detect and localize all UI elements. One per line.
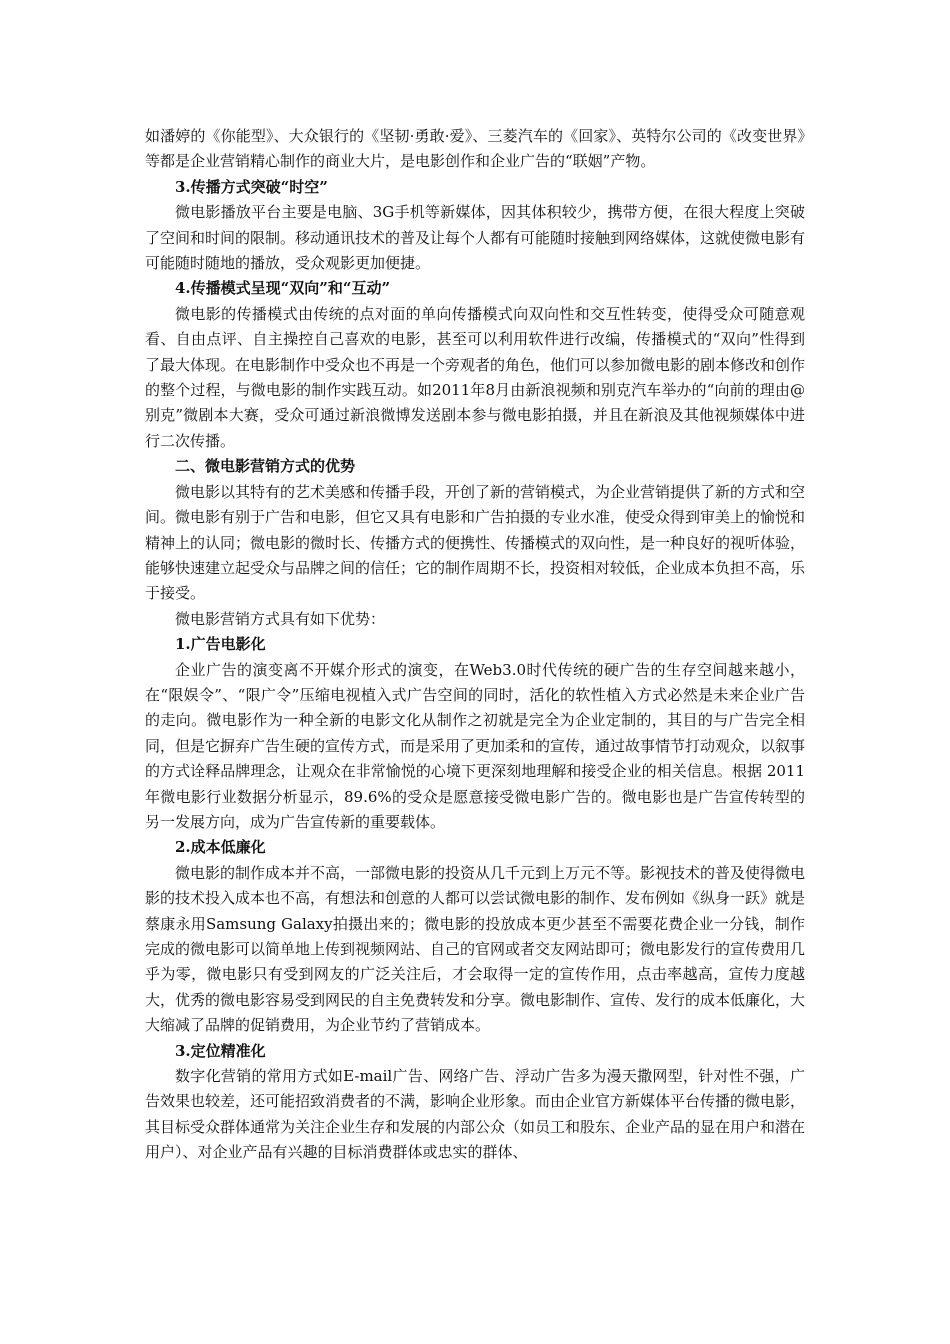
- section-heading: 1.广告电影化: [175, 635, 266, 654]
- body-paragraph: 微电影的传播模式由传统的点对面的单向传播模式向双向性和交互性转变，使得受众可随意观看、自由点评、自主操控自己喜欢的电影，甚至可以利用软件进行改编，传播模式的“双向”性得到了最大体现。在电影制作中受众也不再是一个旁观者的角色，他们可以参加微电影的剧本修改和创作的整个过程，与微电影的制作实践互动。如2011年8月由新浪视频和别克汽车举办的“向前的理由@别克”微剧本大赛，受众可通过新浪微博发送剧本参与微电影拍摄，并且在新浪及其他视频媒体中进行二次传播。: [145, 304, 806, 450]
- body-paragraph: 微电影的制作成本并不高，一部微电影的投资从几千元到上万元不等。影视技术的普及使得微电影的技术投入成本也不高，有想法和创意的人都可以尝试微电影的制作、发布例如《纵身一跃》就是蔡康永用Samsung Galaxy拍摄出来的；微电影的投放成本更少甚至不需要花费企业一分钱，制作完成的微电影可以简单地上传到视频网站、自己的官网或者交友网站即可；微电影发行的宣传费用几乎为零，微电影只有受到网友的广泛关注后，才会取得一定的宣传作用，点击率越高，宣传力度越大，优秀的微电影容易受到网民的自主免费转发和分享。微电影制作、宣传、发行的成本低廉化，大大缩减了品牌的促销费用，为企业节约了营销成本。: [145, 863, 806, 1035]
- section-heading: 3.传播方式突破“时空”: [175, 177, 328, 196]
- body-paragraph: 微电影营销方式具有如下优势：: [175, 609, 386, 628]
- body-paragraph: 微电影以其特有的艺术美感和传播手段，开创了新的营销模式，为企业营销提供了新的方式和空间。微电影有别于广告和电影，但它又具有电影和广告拍摄的专业水准，使受众得到审美上的愉悦和精神上的认同；微电影的微时长、传播方式的便携性、传播模式的双向性，是一种良好的视听体验，能够快速建立起受众与品牌之间的信任；它的制作周期不长，投资相对较低，企业成本负担不高，乐于接受。: [145, 482, 806, 603]
- section-heading: 二、微电影营销方式的优势: [175, 457, 356, 476]
- body-paragraph: 如潘婷的《你能型》、大众银行的《坚韧·勇敢·爱》、三菱汽车的《回家》、英特尔公司的《改变世界》等都是企业营销精心制作的商业大片，是电影创作和企业广告的“联姻”产物。: [145, 127, 805, 171]
- body-paragraph: 数字化营销的常用方式如E-mail广告、网络广告、浮动广告多为漫天撒网型，针对性不强，广告效果也较差，还可能招致消费者的不满，影响企业形象。而由企业官方新媒体平台传播的微电影，其目标受众群体通常为关注企业生存和发展的内部公众（如员工和股东、企业产品的显在用户和潜在用户）、对企业产品有兴趣的目标消费群体或忠实的群体、: [145, 1067, 806, 1162]
- section-heading: 2.成本低廉化: [175, 838, 266, 857]
- section-heading: 4.传播模式呈现“双向”和“互动”: [175, 279, 391, 298]
- document-body: [145, 124, 805, 1166]
- body-paragraph: 微电影播放平台主要是电脑、3G手机等新媒体，因其体积较少，携带方便，在很大程度上突破了空间和时间的限制。移动通讯技术的普及让每个人都有可能随时接触到网络媒体，这就使微电影有可能随时随地的播放，受众观影更加便捷。: [145, 203, 806, 273]
- section-heading: 3.定位精准化: [175, 1041, 266, 1060]
- body-paragraph: 企业广告的演变离不开媒介形式的演变，在Web3.0时代传统的硬广告的生存空间越来越小，在“限娱令”、“限广令”压缩电视植入式广告空间的同时，活化的软性植入方式必然是未来企业广告的走向。微电影作为一种全新的电影文化从制作之初就是完全为企业定制的，其目的与广告完全相同，但是它摒弃广告生硬的宣传方式，而是采用了更加柔和的宣传，通过故事情节打动观众，以叙事的方式诠释品牌理念，让观众在非常愉悦的心境下更深刻地理解和接受企业的相关信息。根据 2011 年微电影行业数据分析显示，89.6%的受众是愿意接受微电影广告的。微电影也是广告宣传转型的另一发展方向，成为广告宣传新的重要载体。: [145, 660, 806, 831]
